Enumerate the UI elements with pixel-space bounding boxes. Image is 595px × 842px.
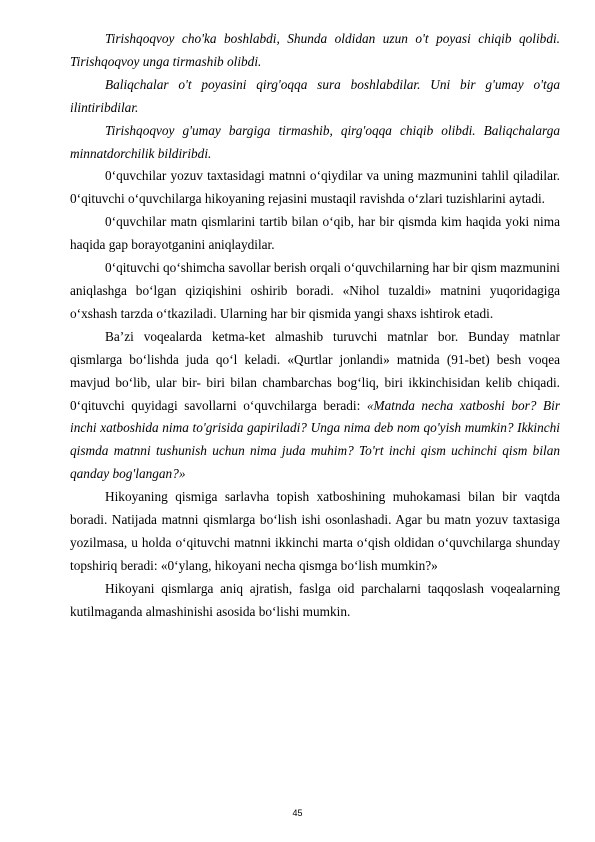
page-number: 45 xyxy=(292,808,303,818)
paragraph-3: Tirishqoqvoy g'umay bargiga tirmashib, qirg'oqqa chiqib olibdi. Baliqchalarga minnatdorchilik bildiribdi. xyxy=(70,122,560,161)
paragraph-7-italic-questions: «Matnda necha xatboshi bor? Bir inchi xatboshida nima to'grisida gapiriladi? Unga nima deb nom qo'yish mumkin? Ikkinchi qismda matnni tushunish uchun nima juda muhim? To'rt inchi qism uchinchi qism bilan qanday bog'langan?» xyxy=(70,397,560,482)
paragraph-6: 0‘qituvchi qo‘shimcha savollar berish orqali o‘quvchilarning har bir qism mazmunini aniqlashga bo‘lgan qiziqishini oshirib boradi. «Nihol tuzaldi» matnini yuqoridagiga o‘xshash tarzda o‘tkaziladi. Ularning har bir qismida yangi shaxs ishtirok etadi. xyxy=(70,260,560,321)
paragraph-8: Hikoyaning qismiga sarlavha topish xatboshining muhokamasi bilan bir vaqtda boradi. Natijada matnni qismlarga bo‘lish ishi osonlashadi. Agar bu matn yozuv taxtasiga yozilmasa, u holda o‘qituvchi matnni ikkinchi marta o‘qish oldidan o‘quvchilarga shunday topshiriq beradi: «0‘ylang, hikoyani necha qismga bo‘lish mumkin?» xyxy=(70,489,560,573)
paragraph-5: 0‘quvchilar matn qismlarini tartib bilan o‘qib, har bir qismda kim haqida yoki nima haqida gap borayotganini aniqlaydilar. xyxy=(70,214,560,253)
paragraph-1: Tirishqoqvoy cho'ka boshlabdi, Shunda oldidan uzun o't poyasi chiqib qolibdi. Tirishqoqvoy unga tirmashib olibdi. xyxy=(70,31,560,69)
paragraph-7-text: Ba’zi voqealarda ketma-ket almashib turuvchi matnlar bor. Bunday matnlar qismlarga bo‘lishda juda qo‘l keladi. «Qurtlar jonlandi» matnida (91-bet) besh voqea mavjud bo‘lib, ular bir- biri bilan chambarchas bog‘liq, biri ikkinchisidan kelib chiqadi. 0‘qituvchi quyidagi savollarni o‘quvchilarga beradi: xyxy=(70,328,560,413)
page-body xyxy=(70,28,560,624)
paragraph-2: Baliqchalar o't poyasini qirg'oqqa sura boshlabdilar. Uni bir g'umay o'tga ilintiribdilar. xyxy=(70,76,560,115)
paragraph-7 xyxy=(70,326,560,486)
paragraph-4: 0‘quvchilar yozuv taxtasidagi matnni o‘qiydilar va uning mazmunini tahlil qiladilar. 0‘qituvchi o‘quvchilarga hikoyaning rejasini mustaqil ravishda o‘zlari tuzishlarini aytadi. xyxy=(70,168,560,207)
paragraph-9: Hikoyani qismlarga aniq ajratish, faslga oid parchalarni taqqoslash voqealarning kutilmaganda almashinishi asosida bo‘lishi mumkin. xyxy=(70,580,560,619)
